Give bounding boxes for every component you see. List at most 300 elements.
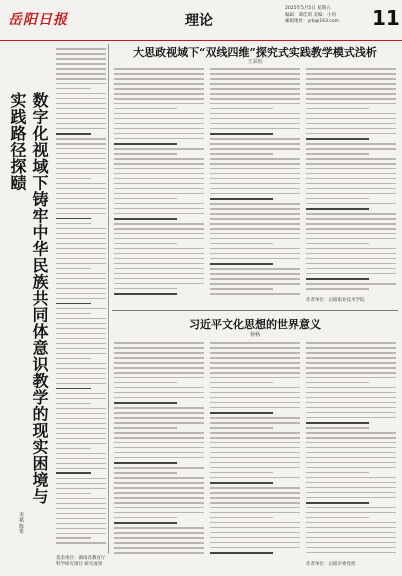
text-line	[306, 462, 396, 464]
text-line	[56, 542, 106, 544]
text-line	[56, 523, 106, 525]
text-line	[210, 293, 300, 295]
text-line	[210, 243, 273, 245]
text-line	[114, 258, 204, 260]
top-article-footnote: 作者单位：岳阳职业技术学院	[306, 298, 365, 303]
text-line	[114, 462, 177, 464]
text-line	[56, 338, 106, 340]
text-line	[210, 183, 300, 185]
text-line	[56, 78, 106, 80]
text-line	[306, 432, 396, 434]
text-line	[114, 522, 177, 524]
text-line	[56, 123, 106, 125]
text-line	[306, 537, 396, 539]
text-line	[306, 138, 369, 140]
text-line	[306, 163, 396, 165]
text-line	[56, 48, 106, 50]
text-line	[114, 228, 204, 230]
text-line	[56, 148, 106, 150]
text-line	[306, 168, 396, 170]
text-line	[306, 263, 396, 265]
text-line	[114, 432, 204, 434]
text-line	[56, 448, 91, 450]
text-line	[210, 417, 300, 419]
text-line	[114, 118, 204, 120]
top-article-col-2	[210, 68, 300, 298]
text-line	[114, 273, 204, 275]
text-line	[56, 58, 106, 60]
text-line	[306, 357, 396, 359]
text-line	[56, 118, 106, 120]
text-line	[114, 502, 204, 504]
text-line	[56, 213, 106, 215]
text-line	[114, 183, 204, 185]
text-line	[210, 83, 300, 85]
text-line	[306, 288, 369, 290]
text-line	[306, 98, 396, 100]
text-line	[306, 283, 396, 285]
text-line	[306, 367, 396, 369]
text-line	[210, 163, 300, 165]
text-line	[210, 123, 300, 125]
text-line	[114, 78, 204, 80]
text-line	[306, 492, 396, 494]
text-line	[306, 213, 396, 215]
text-line	[56, 153, 106, 155]
text-line	[56, 483, 106, 485]
text-line	[56, 408, 106, 410]
text-line	[56, 188, 106, 190]
text-line	[114, 238, 204, 240]
text-line	[56, 458, 106, 460]
text-line	[306, 183, 396, 185]
text-line	[56, 318, 106, 320]
text-line	[210, 258, 300, 260]
text-line	[114, 382, 177, 384]
editor-line: 编辑：谭佳琪 美编：小何	[285, 12, 336, 18]
text-line	[306, 83, 396, 85]
text-line	[56, 403, 91, 405]
text-line	[210, 507, 300, 509]
text-line	[114, 417, 204, 419]
text-line	[210, 387, 300, 389]
text-line	[114, 123, 204, 125]
text-line	[56, 443, 106, 445]
text-line	[114, 347, 204, 349]
text-line	[210, 288, 273, 290]
text-line	[56, 513, 106, 515]
text-line	[210, 397, 300, 399]
text-line	[114, 73, 204, 75]
text-line	[56, 293, 106, 295]
text-line	[306, 397, 396, 399]
text-line	[114, 532, 204, 534]
text-line	[306, 502, 369, 504]
text-line	[114, 447, 204, 449]
text-line	[306, 243, 369, 245]
text-line	[56, 93, 106, 95]
text-line	[306, 417, 396, 419]
text-line	[114, 288, 177, 290]
text-line	[56, 278, 106, 280]
text-line	[210, 148, 300, 150]
text-line	[114, 243, 177, 245]
text-line	[114, 103, 204, 105]
text-line	[56, 518, 106, 520]
text-line	[56, 248, 106, 250]
text-line	[306, 547, 396, 549]
text-line	[306, 422, 369, 424]
text-line	[56, 73, 106, 75]
top-article-col-3	[306, 68, 396, 293]
text-line	[210, 382, 273, 384]
text-line	[306, 198, 369, 200]
text-line	[114, 283, 204, 285]
text-line	[306, 68, 396, 70]
text-line	[306, 442, 396, 444]
text-line	[114, 163, 204, 165]
text-line	[306, 253, 396, 255]
text-line	[114, 213, 204, 215]
text-line	[210, 442, 300, 444]
text-line	[114, 128, 204, 130]
text-line	[306, 133, 396, 135]
text-line	[210, 472, 273, 474]
section-title: 理论	[185, 13, 213, 29]
text-line	[210, 173, 300, 175]
text-line	[210, 103, 300, 105]
text-line	[114, 148, 204, 150]
text-line	[56, 243, 106, 245]
text-line	[210, 198, 273, 200]
page-header	[0, 0, 402, 41]
text-line	[210, 108, 273, 110]
text-line	[306, 507, 396, 509]
text-line	[210, 522, 300, 524]
text-line	[114, 133, 204, 135]
text-line	[210, 377, 300, 379]
text-line	[114, 482, 204, 484]
text-line	[56, 313, 91, 315]
text-line	[56, 533, 106, 535]
text-line	[210, 367, 300, 369]
text-line	[210, 392, 300, 394]
text-line	[210, 208, 300, 210]
issue-meta	[285, 6, 339, 26]
text-line	[306, 532, 396, 534]
text-line	[306, 78, 396, 80]
text-line	[210, 278, 300, 280]
text-line	[56, 193, 106, 195]
text-line	[210, 372, 300, 374]
text-line	[306, 372, 396, 374]
text-line	[306, 402, 396, 404]
text-line	[114, 168, 204, 170]
left-article-author: 李斌 陈希	[18, 512, 24, 534]
text-line	[210, 502, 300, 504]
text-line	[306, 342, 396, 344]
text-line	[210, 188, 300, 190]
text-line	[56, 138, 106, 140]
text-line	[306, 552, 396, 554]
text-line	[306, 542, 396, 544]
text-line	[56, 388, 91, 390]
text-line	[306, 387, 396, 389]
text-line	[210, 143, 300, 145]
text-line	[56, 253, 106, 255]
text-line	[306, 407, 396, 409]
text-line	[210, 193, 300, 195]
text-line	[56, 353, 106, 355]
text-line	[114, 293, 177, 295]
text-line	[56, 418, 106, 420]
text-line	[56, 208, 106, 210]
text-line	[210, 487, 300, 489]
article-divider	[112, 310, 398, 311]
text-line	[306, 467, 396, 469]
top-article-title: 大思政视域下“双线四维”探究式实践教学模式浅析	[133, 46, 377, 59]
text-line	[210, 263, 273, 265]
text-line	[114, 83, 204, 85]
text-line	[56, 528, 106, 530]
text-line	[114, 372, 204, 374]
text-line	[210, 248, 300, 250]
text-line	[306, 472, 369, 474]
text-line	[306, 482, 396, 484]
text-line	[306, 412, 396, 414]
text-line	[56, 308, 106, 310]
text-line	[306, 123, 396, 125]
left-article-col-1	[56, 48, 106, 547]
text-line	[114, 527, 204, 529]
text-line	[114, 357, 204, 359]
text-line	[56, 183, 106, 185]
text-line	[56, 88, 91, 90]
text-line	[210, 228, 300, 230]
text-line	[114, 342, 204, 344]
text-line	[56, 472, 91, 474]
left-article-footnote: 基金项目：湖南省教育厅科学研究项目 研究成果	[56, 556, 106, 567]
text-line	[210, 462, 300, 464]
text-line	[114, 158, 204, 160]
text-line	[114, 108, 177, 110]
text-line	[306, 362, 396, 364]
text-line	[210, 467, 300, 469]
text-line	[306, 173, 396, 175]
text-line	[210, 138, 300, 140]
text-line	[56, 268, 91, 270]
bottom-article-footnote: 作者单位：岳阳市委党校	[306, 562, 356, 567]
text-line	[210, 113, 300, 115]
text-line	[56, 348, 106, 350]
text-line	[114, 248, 204, 250]
text-line	[210, 537, 300, 539]
text-line	[210, 427, 273, 429]
text-line	[56, 373, 106, 375]
text-line	[306, 203, 396, 205]
text-line	[306, 517, 369, 519]
text-line	[210, 178, 300, 180]
text-line	[114, 153, 177, 155]
text-line	[210, 93, 300, 95]
text-line	[210, 128, 300, 130]
text-line	[56, 168, 106, 170]
text-line	[56, 283, 106, 285]
text-line	[56, 163, 106, 165]
text-line	[56, 333, 106, 335]
text-line	[56, 428, 106, 430]
text-line	[306, 113, 396, 115]
text-line	[56, 537, 91, 539]
text-line	[306, 178, 396, 180]
text-line	[56, 508, 106, 510]
text-line	[306, 148, 396, 150]
text-line	[210, 153, 273, 155]
text-line	[56, 143, 106, 145]
text-line	[114, 547, 204, 549]
text-line	[114, 457, 204, 459]
text-line	[306, 208, 369, 210]
text-line	[114, 407, 204, 409]
text-line	[114, 512, 204, 514]
text-line	[306, 118, 396, 120]
text-line	[56, 83, 106, 85]
text-line	[56, 468, 106, 470]
page-number: 11	[372, 6, 400, 30]
text-line	[56, 128, 106, 130]
text-line	[114, 143, 177, 145]
text-line	[306, 477, 396, 479]
text-line	[210, 78, 300, 80]
text-line	[114, 93, 204, 95]
text-line	[306, 193, 396, 195]
text-line	[114, 497, 204, 499]
text-line	[210, 492, 300, 494]
text-line	[56, 233, 106, 235]
text-line	[210, 223, 300, 225]
text-line	[114, 268, 204, 270]
text-line	[56, 53, 106, 55]
text-line	[114, 253, 204, 255]
text-line	[56, 498, 106, 500]
text-line	[114, 507, 204, 509]
text-line	[306, 103, 396, 105]
text-line	[210, 268, 300, 270]
text-line	[210, 447, 300, 449]
text-line	[114, 492, 204, 494]
text-line	[210, 482, 273, 484]
text-line	[210, 497, 300, 499]
text-line	[210, 422, 300, 424]
text-line	[210, 133, 273, 135]
text-line	[56, 198, 106, 200]
text-line	[210, 168, 300, 170]
text-line	[114, 198, 177, 200]
text-line	[210, 342, 300, 344]
text-line	[56, 363, 106, 365]
newspaper-masthead: 岳阳日报	[8, 12, 68, 28]
text-line	[114, 472, 177, 474]
text-line	[210, 233, 300, 235]
text-line	[56, 298, 106, 300]
text-line	[306, 73, 396, 75]
text-line	[56, 358, 91, 360]
text-line	[56, 368, 106, 370]
text-line	[56, 383, 106, 385]
text-line	[56, 398, 106, 400]
text-line	[56, 303, 91, 305]
text-line	[306, 347, 396, 349]
text-line	[210, 118, 300, 120]
text-line	[114, 542, 204, 544]
text-line	[114, 477, 204, 479]
text-line	[306, 522, 396, 524]
text-line	[210, 352, 300, 354]
text-line	[114, 392, 204, 394]
text-line	[306, 218, 396, 220]
text-line	[56, 173, 106, 175]
bottom-article-col-1	[114, 342, 204, 557]
text-line	[306, 278, 369, 280]
text-line	[56, 113, 106, 115]
text-line	[56, 413, 106, 415]
text-line	[114, 188, 204, 190]
text-line	[114, 193, 204, 195]
text-line	[56, 223, 91, 225]
text-line	[306, 93, 396, 95]
text-line	[56, 493, 91, 495]
text-line	[210, 218, 300, 220]
text-line	[306, 452, 396, 454]
text-line	[210, 432, 300, 434]
text-line	[306, 88, 396, 90]
text-line	[56, 68, 106, 70]
text-line	[56, 438, 106, 440]
text-line	[56, 323, 106, 325]
text-line	[114, 437, 204, 439]
text-line	[56, 133, 91, 135]
text-line	[114, 397, 204, 399]
text-line	[114, 203, 204, 205]
text-line	[306, 457, 396, 459]
text-line	[210, 552, 273, 554]
text-line	[114, 218, 177, 220]
text-line	[210, 512, 300, 514]
text-line	[56, 328, 106, 330]
text-line	[114, 387, 204, 389]
text-line	[210, 362, 300, 364]
text-line	[210, 357, 300, 359]
text-line	[56, 463, 106, 465]
text-line	[306, 238, 396, 240]
text-line	[210, 347, 300, 349]
text-line	[114, 552, 204, 554]
text-line	[306, 352, 396, 354]
text-line	[114, 487, 204, 489]
text-line	[306, 248, 396, 250]
text-line	[56, 203, 106, 205]
text-line	[56, 258, 106, 260]
text-line	[210, 542, 300, 544]
text-line	[114, 88, 204, 90]
text-line	[306, 487, 396, 489]
text-line	[114, 422, 204, 424]
text-line	[306, 497, 396, 499]
text-line	[210, 437, 300, 439]
text-line	[56, 488, 106, 490]
text-line	[56, 63, 106, 65]
text-line	[210, 158, 300, 160]
